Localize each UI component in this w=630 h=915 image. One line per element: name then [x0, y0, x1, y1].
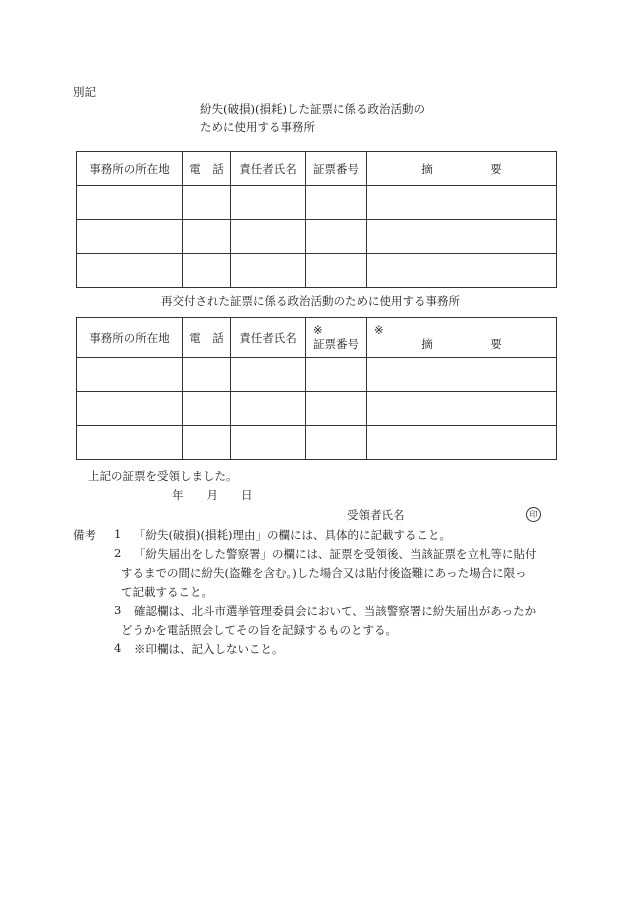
blank-cell[interactable] [77, 358, 183, 392]
blank-cell[interactable] [77, 392, 183, 426]
header-office-location: 事務所の所在地 [77, 318, 183, 358]
remark-line: て記載すること。 [121, 585, 213, 599]
header-summary: 摘 要 [421, 336, 502, 351]
header-phone: 電 話 [183, 318, 231, 358]
table-row [77, 358, 557, 392]
blank-cell[interactable] [367, 254, 557, 288]
receipt-text: 上記の証票を受領しました。 [88, 469, 238, 483]
note-mark: ※ [374, 322, 384, 337]
title-line-1: 紛失(破損)(損耗)した証票に係る政治活動の [200, 102, 425, 116]
table-row [77, 220, 557, 254]
blank-cell[interactable] [183, 392, 231, 426]
blank-cell[interactable] [231, 392, 306, 426]
blank-cell[interactable] [231, 254, 306, 288]
note-mark: ※ [313, 322, 323, 337]
table-row [77, 254, 557, 288]
blank-cell[interactable] [183, 254, 231, 288]
header-certificate-number: 証票番号 [306, 152, 367, 186]
remark-number: 4 [114, 641, 122, 655]
appendix-label: 別記 [73, 85, 96, 99]
blank-cell[interactable] [183, 426, 231, 460]
blank-cell[interactable] [231, 186, 306, 220]
blank-cell[interactable] [367, 426, 557, 460]
blank-cell[interactable] [77, 426, 183, 460]
blank-cell[interactable] [183, 220, 231, 254]
header-summary: 摘 要 [367, 152, 557, 186]
header-responsible-person: 責任者氏名 [231, 152, 306, 186]
blank-cell[interactable] [306, 186, 367, 220]
blank-cell[interactable] [77, 186, 183, 220]
table2-title: 再交付された証票に係る政治活動のために使用する事務所 [161, 294, 460, 308]
blank-cell[interactable] [183, 358, 231, 392]
header-office-location: 事務所の所在地 [77, 152, 183, 186]
recipient-name-label: 受領者氏名 [347, 508, 405, 522]
remark-line: 「紛失届出をした警察署」の欄には、証票を受領後、当該証票を立札等に貼付 [134, 547, 537, 561]
blank-cell[interactable] [77, 254, 183, 288]
blank-cell[interactable] [306, 254, 367, 288]
blank-cell[interactable] [367, 392, 557, 426]
table-row [77, 186, 557, 220]
blank-cell[interactable] [306, 426, 367, 460]
remark-number: 1 [114, 527, 122, 541]
remark-line: どうかを電話照会してその旨を記録するものとする。 [121, 623, 397, 637]
title-line-2: ために使用する事務所 [200, 120, 315, 134]
remark-number: 3 [114, 603, 122, 617]
remark-number: 2 [114, 546, 122, 560]
blank-cell[interactable] [367, 358, 557, 392]
remark-line: するまでの間に紛失(盗難を含む。)した場合又は貼付後盗難にあった場合に限っ [121, 566, 527, 580]
header-phone: 電 話 [183, 152, 231, 186]
date-field[interactable]: 年 月 日 [172, 488, 253, 502]
blank-cell[interactable] [306, 392, 367, 426]
lost-certificate-office-table [76, 151, 557, 288]
header-responsible-person: 責任者氏名 [231, 318, 306, 358]
blank-cell[interactable] [367, 220, 557, 254]
header-certificate-number-cell [306, 318, 367, 358]
blank-cell[interactable] [77, 220, 183, 254]
remark-line: ※印欄は、記入しないこと。 [134, 642, 284, 656]
blank-cell[interactable] [231, 358, 306, 392]
blank-cell[interactable] [306, 220, 367, 254]
remark-line: 「紛失(破損)(損耗)理由」の欄には、具体的に記載すること。 [134, 528, 451, 542]
blank-cell[interactable] [183, 186, 231, 220]
blank-cell[interactable] [306, 358, 367, 392]
remarks-label: 備考 [73, 528, 96, 542]
header-certificate-number: 証票番号 [313, 336, 359, 351]
reissued-certificate-office-table [76, 317, 557, 460]
blank-cell[interactable] [231, 220, 306, 254]
blank-cell[interactable] [231, 426, 306, 460]
seal-icon: 印 [526, 507, 541, 522]
table-row [77, 392, 557, 426]
remark-line: 確認欄は、北斗市選挙管理委員会において、当該警察署に紛失届出があったか [134, 604, 537, 618]
blank-cell[interactable] [367, 186, 557, 220]
table-row [77, 426, 557, 460]
header-summary-cell [367, 318, 557, 358]
